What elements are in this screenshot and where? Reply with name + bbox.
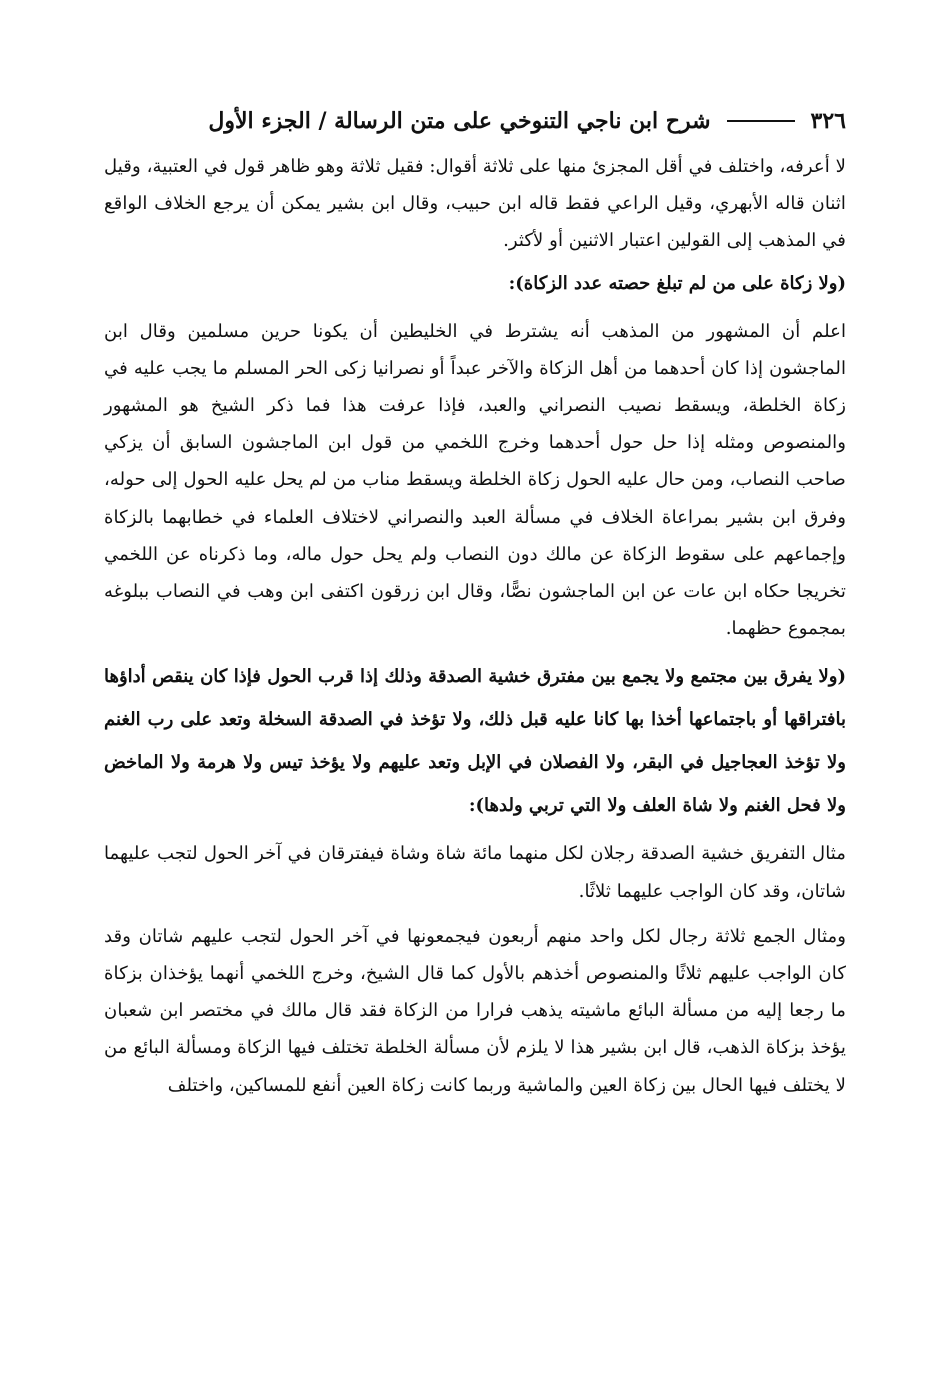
matn-heading-zakat-share: (ولا زكاة على من لم تبلغ حصته عدد الزكاة): xyxy=(508,272,846,294)
paragraph-example-tafriq: مثال التفريق خشية الصدقة رجلان لكل منهما مائة شاة وشاة فيفترقان في آخر الحول لتجب عليهما شاتان، وقد كان الواجب عليهما ثلاثًا. xyxy=(104,843,846,902)
matn-passage-tafriq: (ولا يفرق بين مجتمع ولا يجمع بين مفترق خشية الصدقة وذلك إذا قرب الحول فإذا كان ينقص أداؤها بافتراقها أو باجتماعها أخذا بها كانا عليه قبل ذلك، ولا تؤخذ في الصدقة السخلة وتعد على رب الغنم ولا تؤخذ العجاجيل في البقر، ولا الفصلان في الإبل وتعد عليهم ولا يؤخذ تيس ولا هرمة ولا الماخض ولا فحل الغنم ولا شاة العلف ولا التي تربي ولدها): xyxy=(104,666,847,817)
page-number: ٣٢٦ xyxy=(810,108,846,134)
paragraph-example-jam: ومثال الجمع ثلاثة رجال لكل واحد منهم أربعون فيجمعونها في آخر الحول لتجب عليهم شاتان وقد كان الواجب عليهم ثلاثًا والمنصوص أخذهم بالأول كما قال الشيخ، وخرج اللخمي أنهما يؤخذان بزكاة ما رجعا إليه من مسألة البائع ماشيته يذهب فرارا من الزكاة فقد قال مالك في مختصر ابن شعبان يؤخذ بزكاة الذهب، قال ابن بشير هذا لا يلزم لأن مسألة الخلطة تختلف فيها الزكاة ومسألة البائع من لا يختلف فيها الحال بين زكاة العين والماشية وربما كانت زكاة العين أنفع للمساكين، واختلف xyxy=(104,925,846,1096)
running-title: شرح ابن ناجي التنوخي على متن الرسالة / الجزء الأول xyxy=(208,108,711,134)
paragraph-commentary-khulta: اعلم أن المشهور من المذهب أنه يشترط في الخليطين أن يكونا حرين مسلمين وقال ابن الماجشون إذا كان أحدهما من أهل الزكاة والآخر عبداً أو نصرانيا زكى الحر المسلم ما يجب عليه في زكاة الخلطة، ويسقط نصيب النصراني والعبد، فإذا عرفت هذا فما ذكر الشيخ هو المشهور والمنصوص ومثله إذا حل حول أحدهما وخرج اللخمي من قول ابن الماجشون السابق أن يزكي صاحب النصاب، ومن حال عليه الحول زكاة الخلطة ويسقط مناب من لم يحل عليه الحول إلى حوله، وفرق ابن بشير بمراعاة الخلاف في مسألة العبد والنصراني لاختلاف العلماء في خطابهما بالزكاة وإجماعهم على سقوط الزكاة عن مالك دون النصاب ولم يحل حول ماله، وما ذكرناه عن اللخمي تخريجا حكاه ابن عات عن ابن الماجشون نصًّا، وقال ابن زرقون اكتفى ابن وهب في النصاب ببلوغه بمجموع حظهما. xyxy=(104,320,846,640)
page-header xyxy=(104,96,846,136)
page-body xyxy=(104,148,846,1112)
header-rule xyxy=(727,120,795,122)
paragraph-continuation: لا أعرفه، واختلف في أقل المجزئ منها على ثلاثة أقوال: فقيل ثلاثة وهو ظاهر قول في العتبية، وقيل اثنان قاله الأبهري، وقيل الراعي فقط قاله ابن حبيب، وقال ابن بشير يمكن أن يرجع الخلاف الواقع في المذهب إلى القولين اعتبار الاثنين أو لأكثر. xyxy=(104,156,846,252)
